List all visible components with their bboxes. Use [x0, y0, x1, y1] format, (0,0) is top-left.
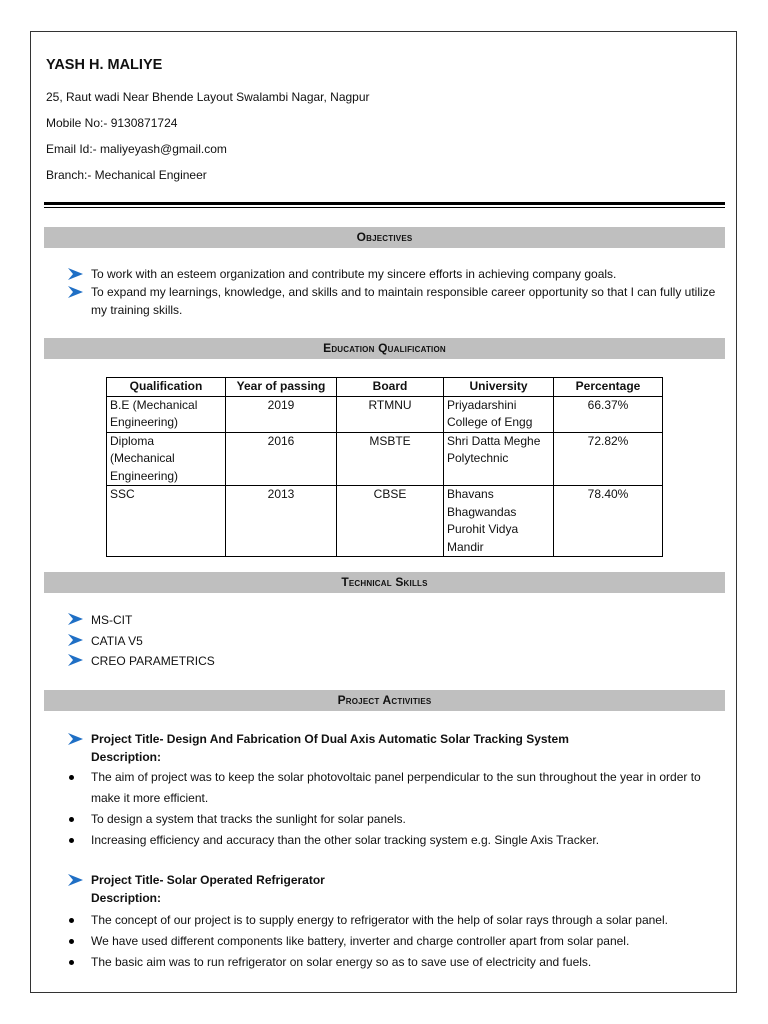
arrow-bullet-icon	[67, 613, 83, 625]
list-item: We have used different components like battery, inverter and charge controller apart from solar panel.	[67, 931, 727, 952]
list-item: To work with an esteem organization and contribute my sincere efforts in achieving company goals.	[67, 265, 727, 283]
project-title: Project Title- Design And Fabrication Of Dual Axis Automatic Solar Tracking System	[91, 732, 569, 746]
table-cell: RTMNU	[337, 396, 444, 432]
table-row	[107, 432, 663, 486]
column-header: Qualification	[107, 378, 226, 397]
section-education: Education Qualification	[44, 338, 725, 359]
candidate-name: YASH H. MALIYE	[46, 57, 163, 73]
skills-list	[67, 610, 727, 672]
section-projects: Project Activities	[44, 690, 725, 711]
section-skills: Technical Skills	[44, 572, 725, 593]
resume-page	[30, 31, 737, 993]
table-cell: 2019	[226, 396, 337, 432]
table-cell: 72.82%	[554, 432, 663, 486]
column-header: Percentage	[554, 378, 663, 397]
bullet-dot-icon	[69, 939, 74, 944]
list-item	[67, 871, 727, 907]
project-description-label: Description:	[91, 750, 162, 764]
list-item: The aim of project was to keep the solar photovoltaic panel perpendicular to the sun throughout the year in order to make it more efficient.	[67, 767, 727, 809]
table-cell: Priyadarshini College of Engg	[444, 396, 554, 432]
mobile: Mobile No:- 9130871724	[46, 116, 178, 130]
arrow-bullet-icon	[67, 654, 83, 666]
column-header: Year of passing	[226, 378, 337, 397]
arrow-bullet-icon	[67, 634, 83, 646]
arrow-bullet-icon	[67, 286, 83, 298]
address: 25, Raut wadi Near Bhende Layout Swalambi Nagar, Nagpur	[46, 90, 370, 104]
list-item: The concept of our project is to supply energy to refrigerator with the help of solar rays through a solar panel.	[67, 910, 727, 931]
table-cell: 66.37%	[554, 396, 663, 432]
table-row	[107, 486, 663, 557]
list-item: Increasing efficiency and accuracy than the other solar tracking system e.g. Single Axis Tracker.	[67, 830, 727, 851]
table-cell: CBSE	[337, 486, 444, 557]
table-cell: Shri Datta Meghe Polytechnic	[444, 432, 554, 486]
project-2-points	[67, 910, 727, 973]
list-item: CREO PARAMETRICS	[67, 651, 727, 672]
list-item	[67, 730, 727, 766]
table-cell: Diploma (Mechanical Engineering)	[107, 432, 226, 486]
table-cell: MSBTE	[337, 432, 444, 486]
project-1-points	[67, 767, 727, 851]
bullet-dot-icon	[69, 775, 74, 780]
column-header: Board	[337, 378, 444, 397]
table-cell: 2013	[226, 486, 337, 557]
list-item: The basic aim was to run refrigerator on solar energy so as to save use of electricity and fuels.	[67, 952, 727, 973]
arrow-bullet-icon	[67, 268, 83, 280]
table-row	[107, 396, 663, 432]
bullet-dot-icon	[69, 960, 74, 965]
table-header-row	[107, 378, 663, 397]
project-description-label: Description:	[91, 891, 162, 905]
table-cell: SSC	[107, 486, 226, 557]
bullet-dot-icon	[69, 838, 74, 843]
list-item: CATIA V5	[67, 631, 727, 652]
branch: Branch:- Mechanical Engineer	[46, 168, 207, 182]
arrow-bullet-icon	[67, 733, 83, 745]
table-cell: 2016	[226, 432, 337, 486]
project-2-header	[67, 871, 727, 907]
section-objectives: Objectives	[44, 227, 725, 248]
list-item: To expand my learnings, knowledge, and skills and to maintain responsible career opportunity so that I can fully utilize my training skills.	[67, 283, 727, 319]
project-1-header	[67, 730, 727, 766]
divider-thick	[44, 202, 725, 205]
education-table	[106, 377, 663, 557]
list-item: MS-CIT	[67, 610, 727, 631]
table-cell: 78.40%	[554, 486, 663, 557]
list-item: To design a system that tracks the sunlight for solar panels.	[67, 809, 727, 830]
objectives-list	[67, 265, 727, 319]
table-cell: B.E (Mechanical Engineering)	[107, 396, 226, 432]
email: Email Id:- maliyeyash@gmail.com	[46, 142, 227, 156]
bullet-dot-icon	[69, 918, 74, 923]
bullet-dot-icon	[69, 817, 74, 822]
arrow-bullet-icon	[67, 874, 83, 886]
divider-thin	[44, 207, 725, 208]
project-title: Project Title- Solar Operated Refrigerator	[91, 873, 325, 887]
column-header: University	[444, 378, 554, 397]
table-cell: Bhavans Bhagwandas Purohit Vidya Mandir	[444, 486, 554, 557]
